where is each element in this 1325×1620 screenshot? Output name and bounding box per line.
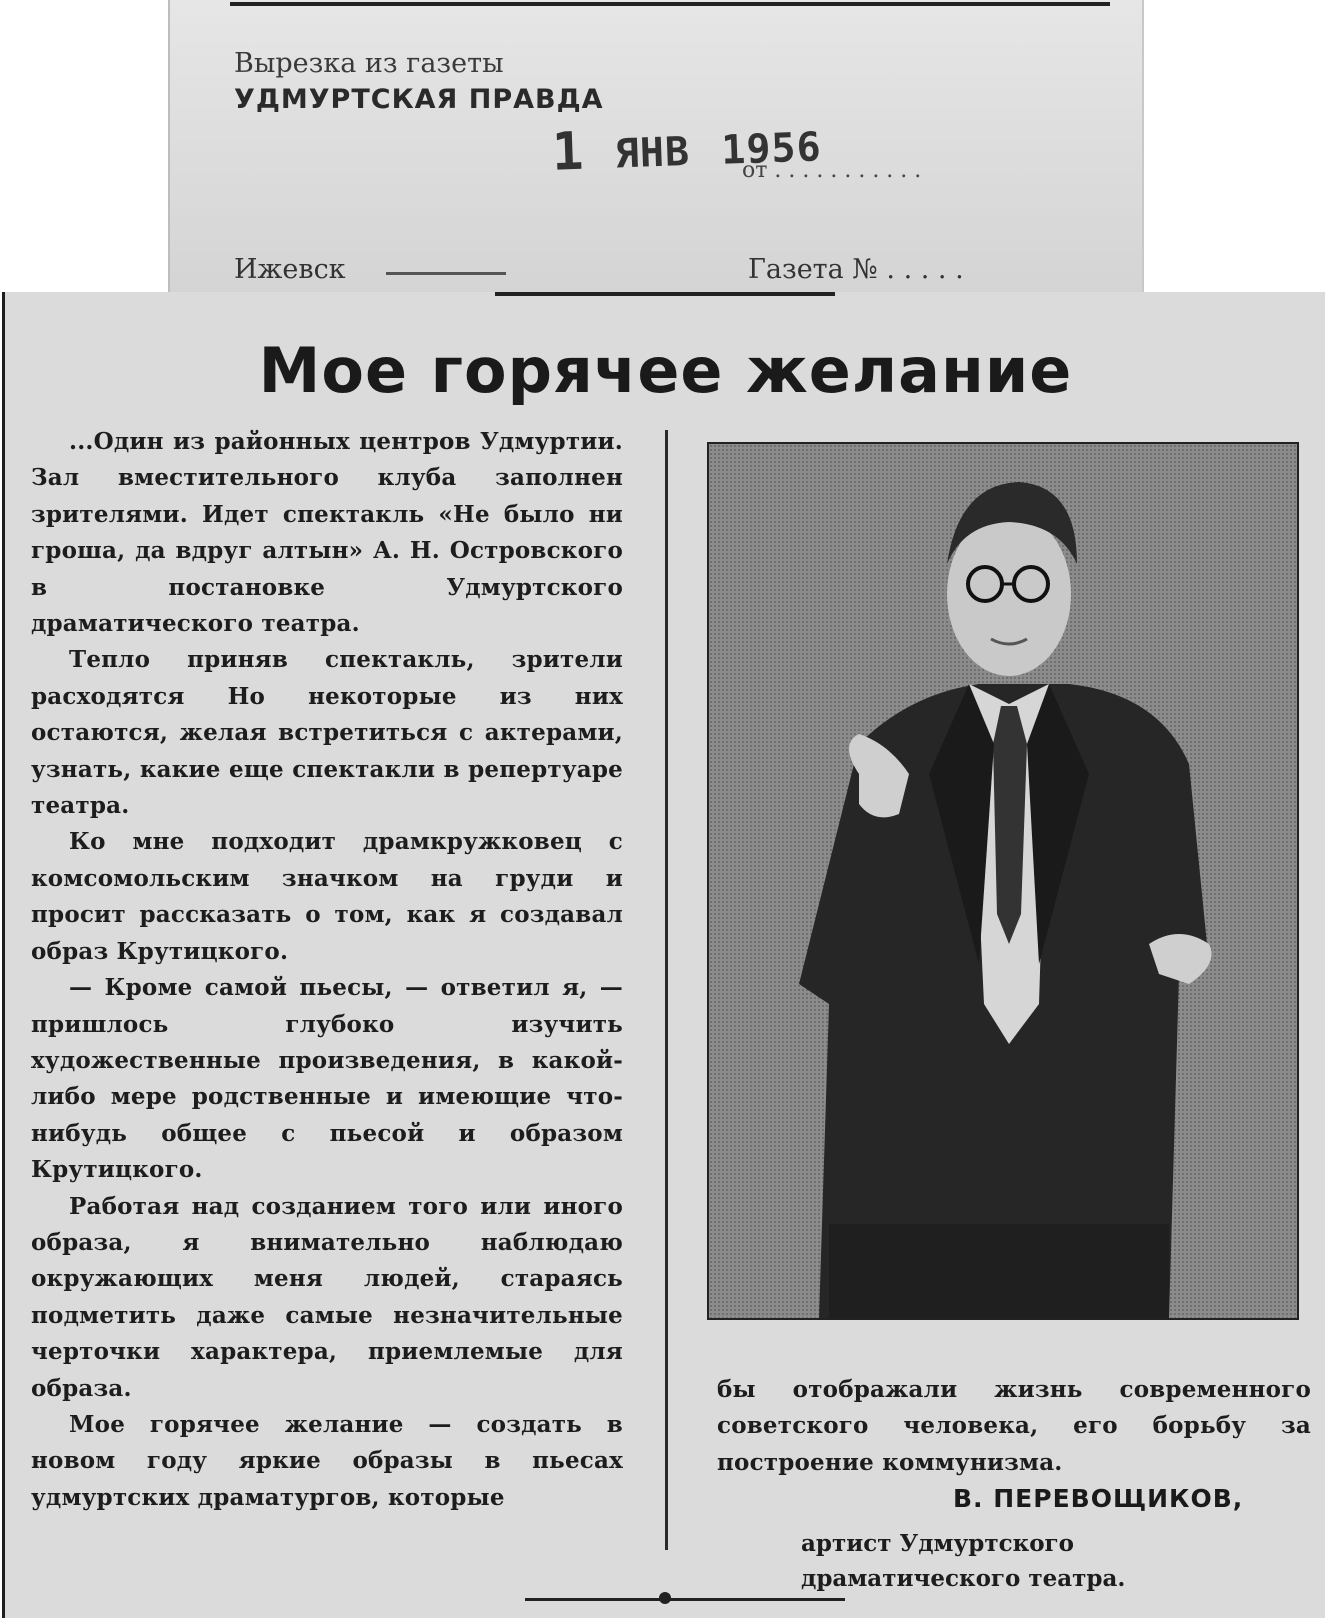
article-paragraph: ...Один из районных центров Удмуртии. Зал вместительного клуба заполнен зрителями. Идет спектакль «Не было ни гроша, да вдруг алтын» А. Н. Островского в постановке Удмуртского драматического театра. (31, 428, 623, 638)
column-divider (665, 430, 668, 1550)
bottom-ornament (659, 1592, 671, 1604)
author-name: В. ПЕРЕВОЩИКОВ, (953, 1484, 1244, 1513)
author-photo (707, 442, 1299, 1320)
article-paragraph: — Кроме самой пьесы, — ответил я, — пришлось глубоко изучить художественные произведения, в какой-либо мере родственные и имеющие что-нибудь общее с пьесой и образом Крутицкого. (31, 974, 623, 1184)
date-field: от . . . . . . . . . . . (742, 158, 922, 183)
issue-number-field: Газета № . . . . . (748, 254, 964, 285)
clipping-top-rule (495, 292, 835, 296)
article-paragraph: Ко мне подходит драмкружковец с комсомольским значком на груди и просит рассказать о том, как я создавал образ Крутицкого. (31, 828, 623, 965)
clipping-bottom-rule (525, 1598, 845, 1601)
article-continuation (717, 1372, 1311, 1481)
article-paragraph: Работая над созданием того или иного образа, я внимательно наблюдаю окружающих меня людей, стараясь подметить даже самые незначительные черточки характера, приемлемые для образа. (31, 1192, 623, 1402)
article-paragraph: Мое горячее желание — создать в новом году яркие образы в пьесах удмуртских драматургов, которые (31, 1410, 623, 1511)
city-name: Ижевск (234, 254, 346, 285)
newspaper-name: УДМУРТСКАЯ ПРАВДА (234, 84, 604, 115)
stamp-day: 1 (551, 121, 585, 183)
newspaper-clipping (2, 292, 1325, 1618)
actor-portrait-illustration (709, 444, 1297, 1318)
article-paragraph: Тепло приняв спектакль, зрители расходятся Но некоторые из них остаются, желая встретиться с актерами, узнать, какие еще спектакли в репертуаре театра. (31, 646, 623, 820)
city-underline (386, 272, 506, 275)
stamp-year: 1956 (720, 124, 823, 174)
author-role: артист Удмуртского драматического театра. (801, 1530, 1126, 1592)
slip-top-rule (230, 2, 1110, 6)
article-body (31, 424, 623, 1516)
article-headline: Мое горячее желание (258, 334, 1073, 407)
stamp-month: ЯНВ (614, 128, 691, 178)
article-paragraph: бы отображали жизнь современного советского человека, его борьбу за построение коммунизма. (717, 1376, 1311, 1476)
clipping-label: Вырезка из газеты (234, 48, 504, 79)
clipping-label-slip (168, 0, 1144, 296)
